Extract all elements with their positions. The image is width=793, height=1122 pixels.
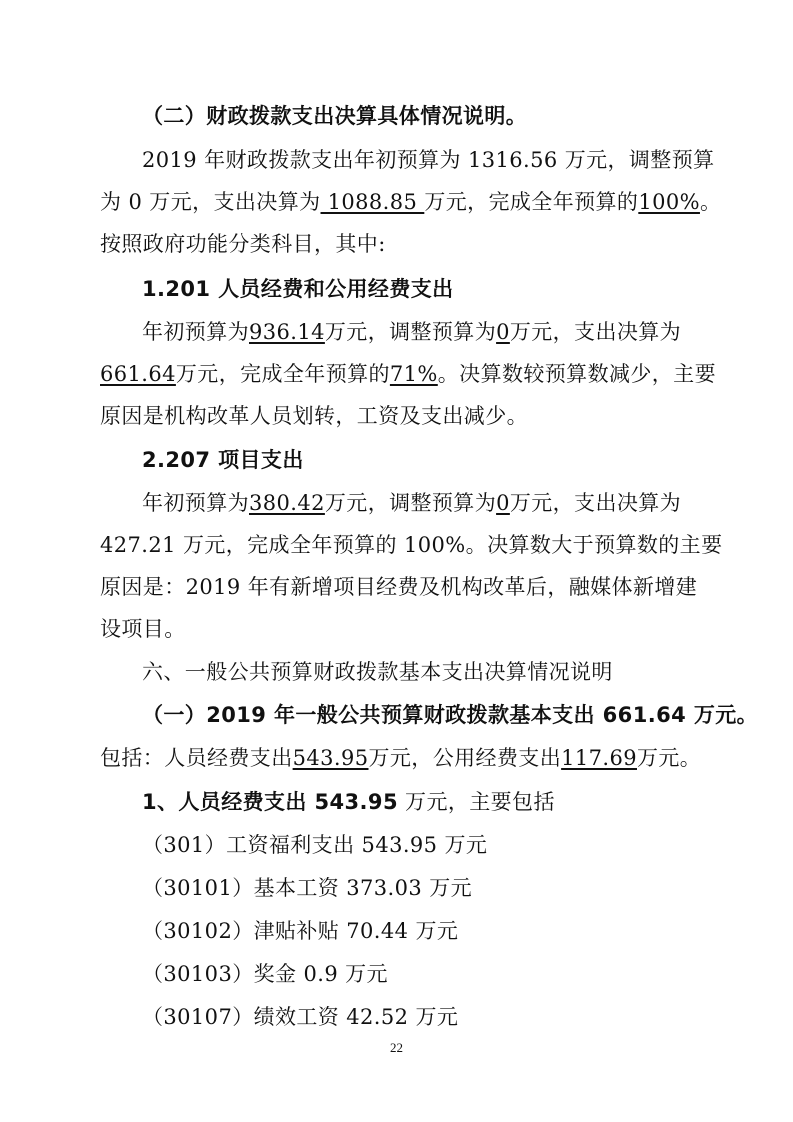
text-span: 万元，完成全年预算的 (424, 190, 639, 214)
underlined-value: 380.42 (249, 491, 325, 515)
subheading-201: 1.201 人员经费和公用经费支出 (142, 277, 454, 301)
text-span: 包括：人员经费支出 (100, 746, 293, 770)
paragraph-line (142, 317, 681, 347)
subheading-207: 2.207 项目支出 (142, 448, 304, 472)
list-item: （30103）奖金 0.9 万元 (142, 962, 388, 986)
text-span: 万元，支出决算为 (509, 320, 682, 344)
text-span: 万元。 (637, 746, 702, 770)
section-heading-one: （一）2019 年一般公共预算财政拨款基本支出 661.64 万元。 (142, 703, 759, 727)
paragraph-line: 设项目。 (100, 617, 186, 641)
underlined-value: 0 (496, 491, 510, 515)
paragraph-line: 原因是机构改革人员划转，工资及支出减少。 (100, 404, 528, 428)
underlined-value: 936.14 (249, 320, 325, 344)
paragraph-line (100, 359, 716, 389)
underlined-value: 1088.85 (320, 190, 425, 214)
underlined-value: 100% (638, 190, 700, 214)
underlined-value: 117.69 (561, 746, 637, 770)
text-span: 。决算数较预算数减少，主要 (437, 362, 716, 386)
list-item: （30107）绩效工资 42.52 万元 (142, 1005, 459, 1029)
list-item: （301）工资福利支出 543.95 万元 (142, 833, 488, 857)
text-span: 。 (699, 190, 722, 214)
list-item: （30102）津贴补贴 70.44 万元 (142, 919, 459, 943)
underlined-value: 0 (496, 320, 510, 344)
underlined-value: 71% (389, 362, 438, 386)
paragraph-line: 427.21 万元，完成全年预算的 100%。决算数大于预算数的主要 (100, 533, 723, 557)
paragraph-line: 原因是：2019 年有新增项目经费及机构改革后，融媒体新增建 (100, 575, 698, 599)
section-heading-six: 六、一般公共预算财政拨款基本支出决算情况说明 (142, 660, 613, 684)
text-span: 万元，主要包括 (397, 790, 555, 814)
paragraph-line: 按照政府功能分类科目，其中: (100, 232, 386, 256)
paragraph-line (142, 488, 681, 518)
text-span: 年初预算为 (142, 491, 249, 515)
page-number: 22 (390, 1040, 403, 1055)
paragraph-line (100, 187, 721, 217)
subheading-personnel (142, 787, 555, 817)
text-span: 万元，调整预算为 (324, 491, 497, 515)
text-span: 为 0 万元，支出决算为 (100, 190, 321, 214)
section-heading-2: （二）财政拨款支出决算具体情况说明。 (142, 104, 528, 128)
paragraph-line (100, 743, 701, 773)
text-span: 年初预算为 (142, 320, 249, 344)
paragraph-line: 2019 年财政拨款支出年初预算为 1316.56 万元，调整预算 (142, 148, 715, 172)
list-item: （30101）基本工资 373.03 万元 (142, 876, 473, 900)
text-span: 万元，调整预算为 (324, 320, 497, 344)
underlined-value: 661.64 (100, 362, 176, 386)
text-span: 万元，完成全年预算的 (175, 362, 390, 386)
text-span: 万元，公用经费支出 (368, 746, 562, 770)
bold-span: 1、人员经费支出 543.95 (142, 790, 398, 814)
text-span: 万元，支出决算为 (509, 491, 682, 515)
underlined-value: 543.95 (292, 746, 369, 770)
